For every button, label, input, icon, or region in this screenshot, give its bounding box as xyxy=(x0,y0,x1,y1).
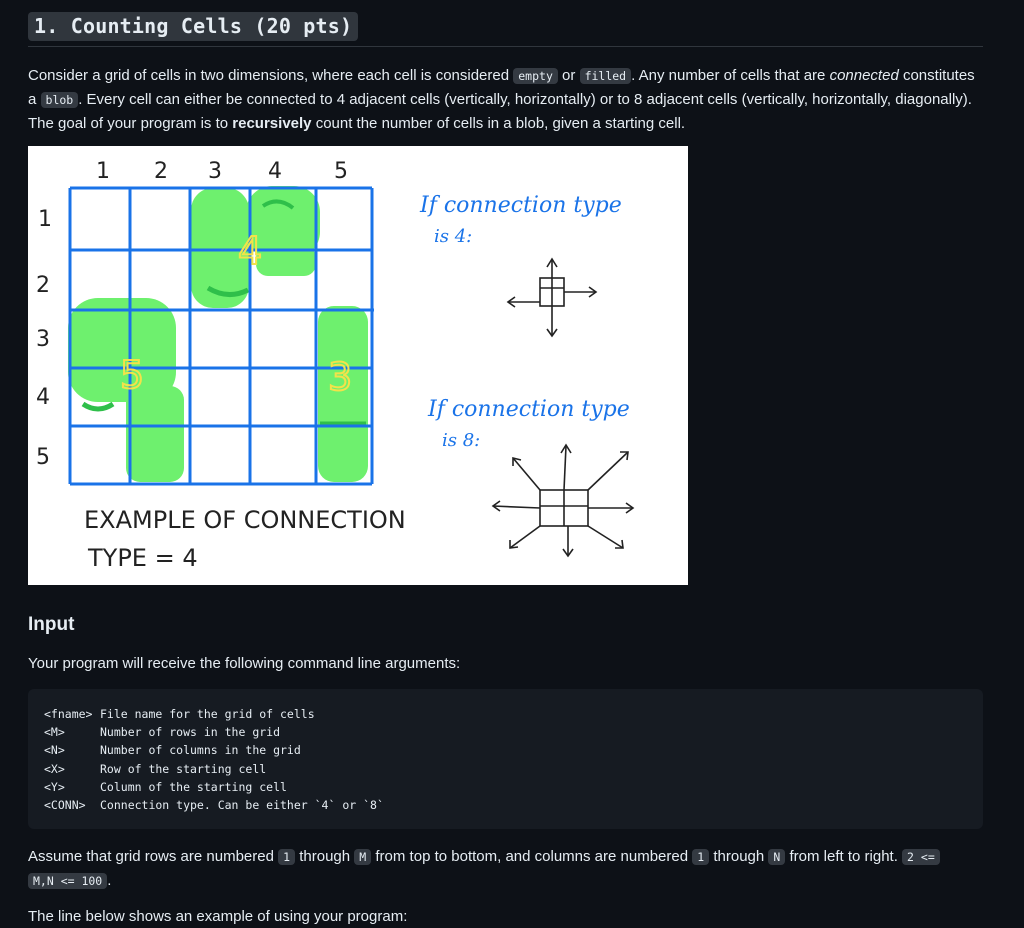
usage-intro: The line below shows an example of using your program: xyxy=(28,908,408,925)
code-blob: blob xyxy=(41,92,79,108)
arg-name: <X> xyxy=(44,762,65,776)
intro-text: count the number of cells in a blob, given a starting cell. xyxy=(315,115,686,132)
arg-row xyxy=(44,725,280,739)
arg-row xyxy=(44,743,301,757)
emphasis-recursively: recursively xyxy=(232,115,312,132)
arg-row xyxy=(44,762,266,776)
assume-text: through xyxy=(713,848,765,865)
code-range: M,N <= 100 xyxy=(28,873,107,889)
intro-line-1 xyxy=(28,64,988,88)
intro-paragraph xyxy=(28,64,988,135)
blob-size-label-4: 4 xyxy=(238,229,263,273)
assume-text: from top to bottom, and columns are numbered xyxy=(375,848,689,865)
col-label-3: 3 xyxy=(208,159,222,184)
assume-line-1 xyxy=(28,845,988,869)
col-label-4: 4 xyxy=(268,159,282,184)
col-label-2: 2 xyxy=(154,159,168,184)
blob-size-label-3: 3 xyxy=(328,355,353,399)
heading-divider xyxy=(28,46,983,47)
intro-text: The goal of your program is to xyxy=(28,115,229,132)
arg-desc: Connection type. Can be either `4` or `8` xyxy=(100,798,384,812)
arg-name: <M> xyxy=(44,725,65,739)
arg-row xyxy=(44,707,315,721)
blob-size-label-5: 5 xyxy=(120,353,145,397)
code-range: 2 <= xyxy=(902,849,940,865)
assume-text: Assume that grid rows are numbered xyxy=(28,848,274,865)
conn4-title: If connection type xyxy=(420,193,622,218)
arg-name: <CONN> xyxy=(44,798,86,812)
caption-line-2: TYPE = 4 xyxy=(88,544,198,572)
intro-text: . Every cell can either be connected to 4 adjacent cells (vertically, horizontally) or to 8 adjacent cells (vertically, horizontally, diagonally). xyxy=(78,91,972,108)
arg-desc: Number of rows in the grid xyxy=(100,725,281,739)
arg-row xyxy=(44,780,287,794)
arg-name: <fname> xyxy=(44,707,93,721)
arg-row xyxy=(44,798,384,812)
arg-desc: Column of the starting cell xyxy=(100,780,287,794)
conn4-diagram xyxy=(508,259,596,336)
caption-line-1: EXAMPLE OF CONNECTION xyxy=(84,506,406,534)
code-filled: filled xyxy=(580,68,632,84)
row-label-3: 3 xyxy=(36,327,50,352)
intro-text: . Any number of cells that are xyxy=(631,67,826,84)
assume-text: . xyxy=(107,872,112,889)
grid-illustration xyxy=(28,146,688,585)
intro-text: or xyxy=(562,67,576,84)
arguments-code-block xyxy=(28,689,983,829)
arg-desc: Row of the starting cell xyxy=(100,762,267,776)
assume-paragraph xyxy=(28,845,988,893)
intro-text: Consider a grid of cells in two dimensions, where each cell is considered xyxy=(28,67,510,84)
input-description: Your program will receive the following command line arguments: xyxy=(28,655,461,672)
row-label-2: 2 xyxy=(36,273,50,298)
assume-text: through xyxy=(299,848,351,865)
conn8-title: If connection type xyxy=(428,397,630,422)
section-heading: 1. Counting Cells (20 pts) xyxy=(28,12,358,41)
arg-desc: Number of columns in the grid xyxy=(100,743,301,757)
col-label-5: 5 xyxy=(334,159,348,184)
code-empty: empty xyxy=(513,68,558,84)
assume-text: from left to right. xyxy=(789,848,898,865)
intro-text: constitutes xyxy=(902,67,975,84)
emphasis-connected: connected xyxy=(829,67,899,84)
arg-name: <Y> xyxy=(44,780,65,794)
arg-name: <N> xyxy=(44,743,65,757)
intro-text: a xyxy=(28,91,37,108)
conn4-subtitle: is 4: xyxy=(434,226,473,247)
conn8-subtitle: is 8: xyxy=(442,430,481,451)
row-label-5: 5 xyxy=(36,445,50,470)
col-label-1: 1 xyxy=(96,159,110,184)
code-n: N xyxy=(768,849,785,865)
assume-line-2 xyxy=(28,869,988,893)
conn8-diagram xyxy=(493,445,633,556)
connection-example-figure xyxy=(28,146,688,585)
code-1: 1 xyxy=(692,849,709,865)
row-label-4: 4 xyxy=(36,385,50,410)
intro-line-2 xyxy=(28,88,988,112)
input-heading: Input xyxy=(28,614,75,635)
arg-desc: File name for the grid of cells xyxy=(100,707,315,721)
intro-line-3 xyxy=(28,112,988,135)
row-label-1: 1 xyxy=(38,207,52,232)
code-m: M xyxy=(354,849,371,865)
code-1: 1 xyxy=(278,849,295,865)
